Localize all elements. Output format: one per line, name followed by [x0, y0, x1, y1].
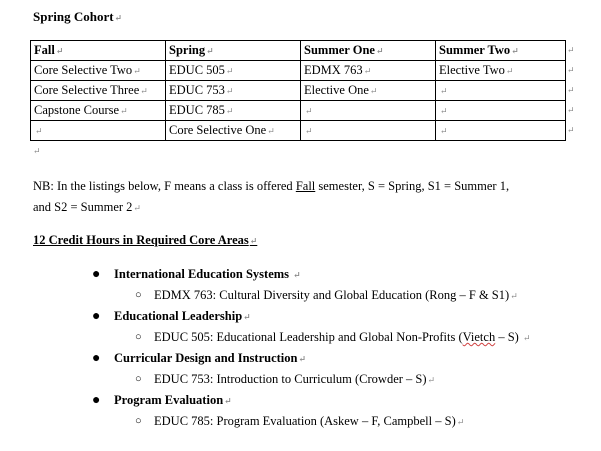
header-summer-one: Summer One↵	[301, 41, 436, 61]
list-item	[0, 411, 601, 432]
nb-fall-word: Fall	[295, 179, 316, 193]
header-spring: Spring↵	[166, 41, 301, 61]
list-item	[0, 369, 601, 390]
table-cell: ↵	[31, 121, 166, 141]
table-row	[31, 61, 566, 81]
bullet-icon: ●	[92, 267, 101, 282]
nb-note: NB: In the listings below, F means a class is offered Fall semester, S = Spring, S1 = Summer 1, and S2 = Summer 2↵	[33, 179, 510, 214]
course-line: EDUC 785: Program Evaluation (Askew – F, Campbell – S)↵	[154, 414, 465, 428]
circle-bullet-icon: ○	[135, 415, 142, 427]
document-title: Spring Cohort↵	[33, 9, 123, 24]
table-row	[31, 101, 566, 121]
row-end-mark: ↵	[567, 105, 575, 115]
area-name: Program Evaluation↵	[114, 393, 232, 407]
bullet-icon: ●	[92, 393, 101, 408]
row-end-mark: ↵	[567, 125, 575, 135]
row-end-marks	[566, 40, 586, 140]
section-heading: 12 Credit Hours in Required Core Areas↵	[33, 233, 258, 247]
table-cell: Core Selective Two↵	[31, 61, 166, 81]
list-item	[0, 264, 601, 285]
list-item	[0, 306, 601, 327]
table-cell: EDUC 753↵	[166, 81, 301, 101]
circle-bullet-icon: ○	[135, 289, 142, 301]
table-cell: EDMX 763↵	[301, 61, 436, 81]
header-fall: Fall↵	[31, 41, 166, 61]
course-line: EDMX 763: Cultural Diversity and Global Education (Rong – F & S1)↵	[154, 288, 518, 302]
spelling-flagged-word: Vietch	[462, 330, 496, 344]
table-row	[31, 121, 566, 141]
cohort-table	[30, 40, 566, 141]
area-name: International Education Systems ↵	[114, 267, 301, 281]
table-cell: EDUC 785↵	[166, 101, 301, 121]
table-cell: ↵	[301, 121, 436, 141]
table-cell: ↵	[436, 101, 566, 121]
table-header-row	[31, 41, 566, 61]
table-cell: ↵	[436, 121, 566, 141]
row-end-mark: ↵	[567, 45, 575, 55]
table-cell: ↵	[301, 101, 436, 121]
table-cell: ↵	[436, 81, 566, 101]
table-cell: Elective Two↵	[436, 61, 566, 81]
list-item	[0, 327, 601, 348]
table-cell: Core Selective Three↵	[31, 81, 166, 101]
list-item	[0, 390, 601, 411]
paragraph-mark: ↵	[33, 146, 41, 156]
course-line: EDUC 505: Educational Leadership and Global Non-Profits (Vietch – S) ↵	[154, 330, 531, 344]
circle-bullet-icon: ○	[135, 373, 142, 385]
paragraph-mark: ↵	[114, 13, 123, 23]
circle-bullet-icon: ○	[135, 331, 142, 343]
list-item	[0, 285, 601, 306]
core-areas-list	[0, 264, 601, 432]
header-summer-two: Summer Two↵	[436, 41, 566, 61]
list-item	[0, 348, 601, 369]
table-cell: EDUC 505↵	[166, 61, 301, 81]
table-row	[31, 81, 566, 101]
area-name: Curricular Design and Instruction↵	[114, 351, 307, 365]
row-end-mark: ↵	[567, 85, 575, 95]
table-cell: Core Selective One↵	[166, 121, 301, 141]
table-cell: Capstone Course↵	[31, 101, 166, 121]
area-name: Educational Leadership↵	[114, 309, 251, 323]
course-line: EDUC 753: Introduction to Curriculum (Crowder – S)↵	[154, 372, 436, 386]
table-cell: Elective One↵	[301, 81, 436, 101]
bullet-icon: ●	[92, 351, 101, 366]
row-end-mark: ↵	[567, 65, 575, 75]
bullet-icon: ●	[92, 309, 101, 324]
